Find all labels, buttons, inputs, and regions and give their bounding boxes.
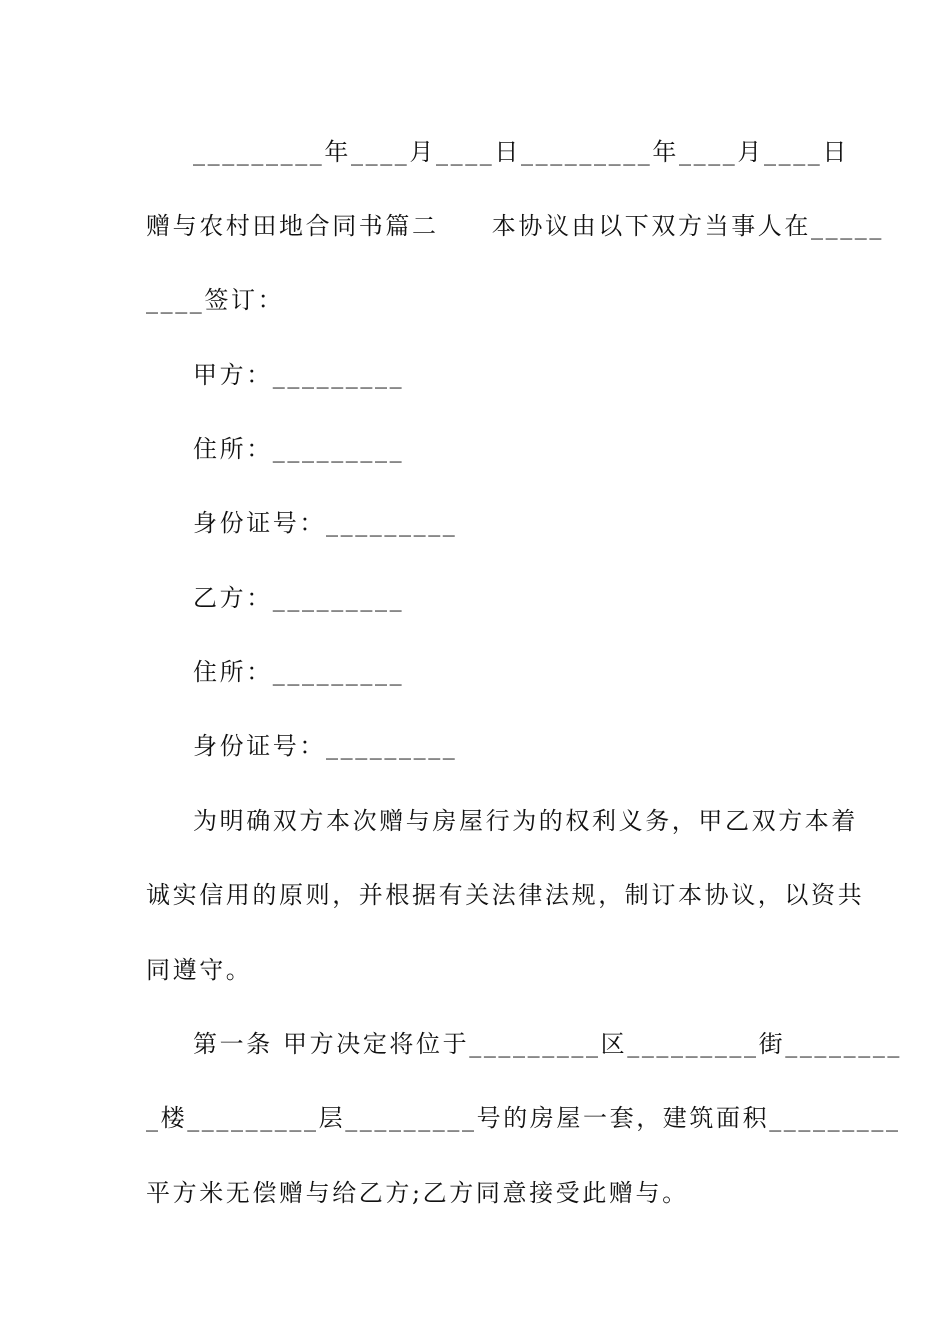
preamble-line-1: 为明确双方本次赠与房屋行为的权利义务，甲乙双方本着 [193, 807, 858, 835]
signature-date-line: _________年____月____日_________年____月____日 [193, 138, 849, 166]
party-a-address-field: 住所：_________ [193, 435, 405, 463]
party-a-id-field: 身份证号：_________ [193, 509, 458, 537]
article-one-line-1: 第一条 甲方决定将位于_________区_________街________ [193, 1030, 903, 1058]
party-b-id-field: 身份证号：_________ [193, 732, 458, 760]
signing-place-line: ____签订： [146, 286, 285, 314]
article-one-line-3: 平方米无偿赠与给乙方;乙方同意接受此赠与。 [146, 1179, 689, 1207]
party-a-name-field: 甲方：_________ [193, 361, 405, 389]
section-title-line: 赠与农村田地合同书篇二 本协议由以下双方当事人在_____ [146, 212, 884, 240]
party-b-name-field: 乙方：_________ [193, 584, 405, 612]
party-b-address-field: 住所：_________ [193, 658, 405, 686]
preamble-line-3: 同遵守。 [146, 956, 253, 984]
preamble-line-2: 诚实信用的原则，并根据有关法律法规，制订本协议，以资共 [146, 881, 865, 909]
article-one-line-2: _楼_________层_________号的房屋一套，建筑面积_________ [146, 1104, 901, 1132]
